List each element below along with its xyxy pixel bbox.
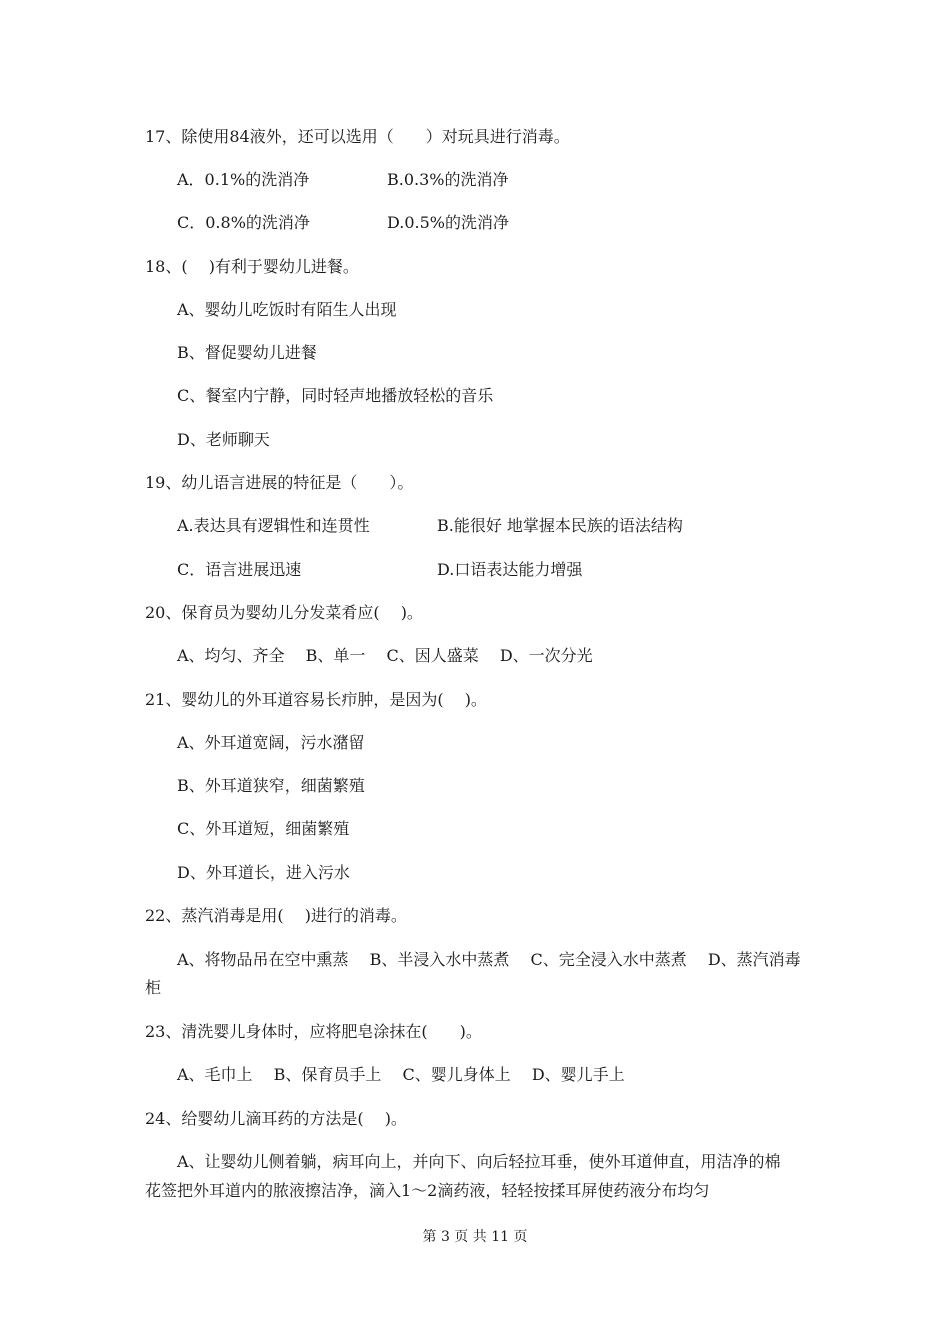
question-17-option-b: B.0.3%的洗消净 <box>387 170 509 189</box>
question-17-option-c: C．0.8%的洗消净 <box>177 213 310 232</box>
question-21-option-a: A、外耳道宽阔，污水潴留 <box>177 733 365 752</box>
question-21-option-d: D、外耳道长，进入污水 <box>177 863 350 882</box>
question-22-options-continued: 柜 <box>145 978 162 997</box>
question-22-options: A、将物品吊在空中熏蒸 B、半浸入水中蒸煮 C、完全浸入水中蒸煮 D、蒸汽消毒 <box>177 950 801 969</box>
question-20-options: A、均匀、齐全 B、单一 C、因人盛菜 D、一次分光 <box>177 646 593 665</box>
question-21-option-c: C、外耳道短，细菌繁殖 <box>177 819 350 838</box>
question-18-option-a: A、婴幼儿吃饭时有陌生人出现 <box>177 300 397 319</box>
question-21-option-b: B、外耳道狭窄，细菌繁殖 <box>177 776 365 795</box>
question-24-option-a: A、让婴幼儿侧着躺，病耳向上，并向下、向后轻拉耳垂，使外耳道伸直，用洁净的棉 <box>177 1152 781 1171</box>
question-17-option-d: D.0.5%的洗消净 <box>387 213 509 232</box>
question-19-option-b: B.能很好 地掌握本民族的语法结构 <box>437 516 683 535</box>
question-18-stem: 18、( )有利于婴幼儿进餐。 <box>145 257 359 276</box>
question-17-stem: 17、除使用84液外，还可以选用（ ）对玩具进行消毒。 <box>145 127 570 146</box>
question-19-option-a: A.表达具有逻辑性和连贯性 <box>177 516 370 535</box>
question-19-option-d: D.口语表达能力增强 <box>437 560 583 579</box>
question-23-stem: 23、清洗婴儿身体时，应将肥皂涂抹在( )。 <box>145 1022 482 1041</box>
question-18-option-c: C、餐室内宁静，同时轻声地播放轻松的音乐 <box>177 386 494 405</box>
question-23-options: A、毛巾上 B、保育员手上 C、婴儿身体上 D、婴儿手上 <box>177 1065 625 1084</box>
question-18-option-b: B、督促婴幼儿进餐 <box>177 343 317 362</box>
question-19-stem: 19、幼儿语言进展的特征是（ ）。 <box>145 473 414 492</box>
question-18-option-d: D、老师聊天 <box>177 430 270 449</box>
page-footer: 第 3 页 共 11 页 <box>422 1229 528 1245</box>
question-20-stem: 20、保育员为婴幼儿分发菜肴应( )。 <box>145 603 423 622</box>
question-24-stem: 24、给婴幼儿滴耳药的方法是( )。 <box>145 1109 407 1128</box>
question-19-option-c: C．语言进展迅速 <box>177 560 302 579</box>
question-21-stem: 21、婴幼儿的外耳道容易长疖肿，是因为( )。 <box>145 690 487 709</box>
question-22-stem: 22、蒸汽消毒是用( )进行的消毒。 <box>145 906 407 925</box>
question-24-option-a-continued: 花签把外耳道内的脓液擦洁净，滴入1～2滴药液，轻轻按揉耳屏使药液分布均匀 <box>145 1181 710 1200</box>
question-17-option-a: A．0.1%的洗消净 <box>177 170 310 189</box>
